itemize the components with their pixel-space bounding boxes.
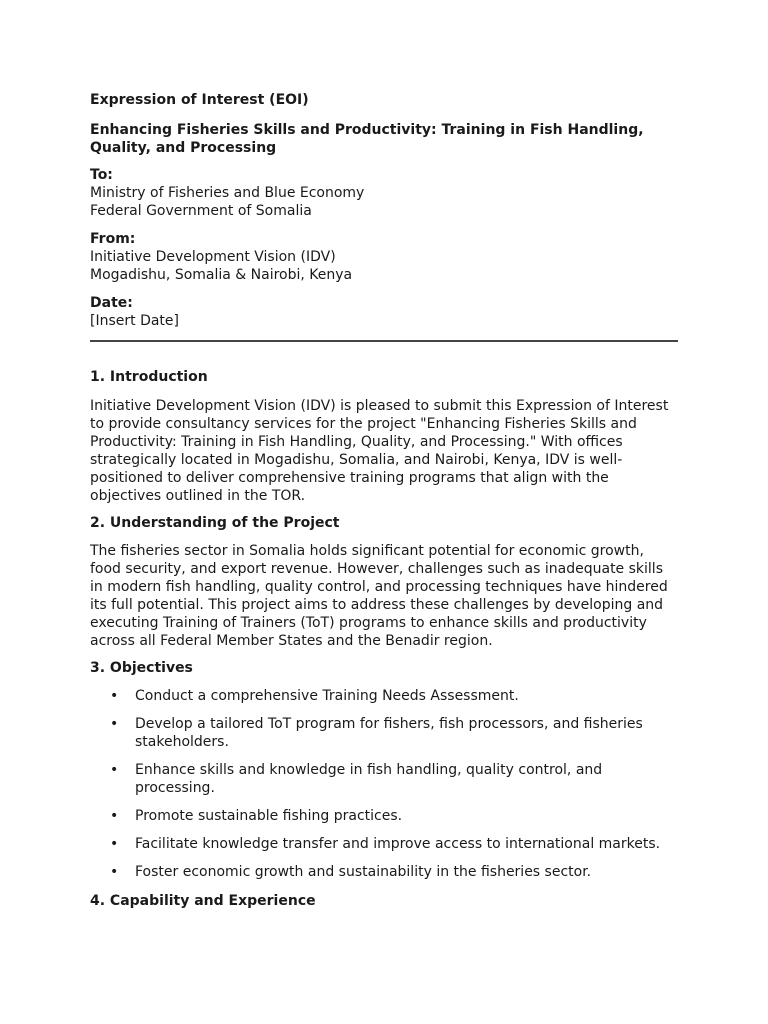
document-subtitle: Enhancing Fisheries Skills and Productivity: Training in Fish Handling, Quality, and Processing: [90, 122, 644, 156]
objective-text: Facilitate knowledge transfer and improve access to international markets.: [135, 836, 661, 852]
to-line-1: Ministry of Fisheries and Blue Economy: [90, 185, 365, 201]
objective-text: Enhance skills and knowledge in fish handling, quality control, and processing.: [135, 762, 603, 796]
from-line-1: Initiative Development Vision (IDV): [90, 249, 336, 265]
bullet-icon: •: [110, 762, 119, 778]
list-item: [90, 687, 678, 705]
bullet-icon: •: [110, 808, 119, 824]
objectives-heading: 3. Objectives: [90, 660, 193, 676]
date-value: [Insert Date]: [90, 313, 179, 329]
list-item: [90, 835, 678, 853]
date-block: [90, 294, 678, 330]
understanding-heading: 2. Understanding of the Project: [90, 515, 340, 531]
from-block: [90, 230, 678, 284]
capability-heading: 4. Capability and Experience: [90, 893, 316, 909]
objective-text: Conduct a comprehensive Training Needs Assessment.: [135, 688, 519, 704]
to-line-2: Federal Government of Somalia: [90, 203, 312, 219]
from-label: From:: [90, 231, 136, 247]
to-block: [90, 166, 678, 220]
bullet-icon: •: [110, 836, 119, 852]
list-item: [90, 807, 678, 825]
date-label: Date:: [90, 295, 133, 311]
understanding-paragraph: The fisheries sector in Somalia holds significant potential for economic growth, food security, and export revenue. However, challenges such as inadequate skills in modern fish handling, quality control, and processing techniques have hindered its full potential. This project aims to address these challenges by developing and executing Training of Trainers (ToT) programs to enhance skills and productivity across all Federal Member States and the Benadir region.: [90, 543, 668, 649]
list-item: [90, 761, 678, 797]
introduction-paragraph: Initiative Development Vision (IDV) is pleased to submit this Expression of Interest to provide consultancy services for the project "Enhancing Fisheries Skills and Productivity: Training in Fish Handling, Quality, and Processing." With offices strategically located in Mogadishu, Somalia, and Nairobi, Kenya, IDV is well-positioned to deliver comprehensive training programs that align with the objectives outlined in the TOR.: [90, 398, 669, 504]
from-line-2: Mogadishu, Somalia & Nairobi, Kenya: [90, 267, 353, 283]
introduction-heading: 1. Introduction: [90, 369, 208, 385]
list-item: [90, 863, 678, 881]
bullet-icon: •: [110, 716, 119, 732]
bullet-icon: •: [110, 864, 119, 880]
objective-text: Foster economic growth and sustainability in the fisheries sector.: [135, 864, 592, 880]
objective-text: Promote sustainable fishing practices.: [135, 808, 403, 824]
bullet-icon: •: [110, 688, 119, 704]
horizontal-divider: [90, 340, 678, 342]
to-label: To:: [90, 167, 113, 183]
document-title: Expression of Interest (EOI): [90, 92, 309, 108]
objectives-list: [90, 687, 678, 891]
objective-text: Develop a tailored ToT program for fishers, fish processors, and fisheries stakeholders.: [135, 716, 643, 750]
list-item: [90, 715, 678, 751]
